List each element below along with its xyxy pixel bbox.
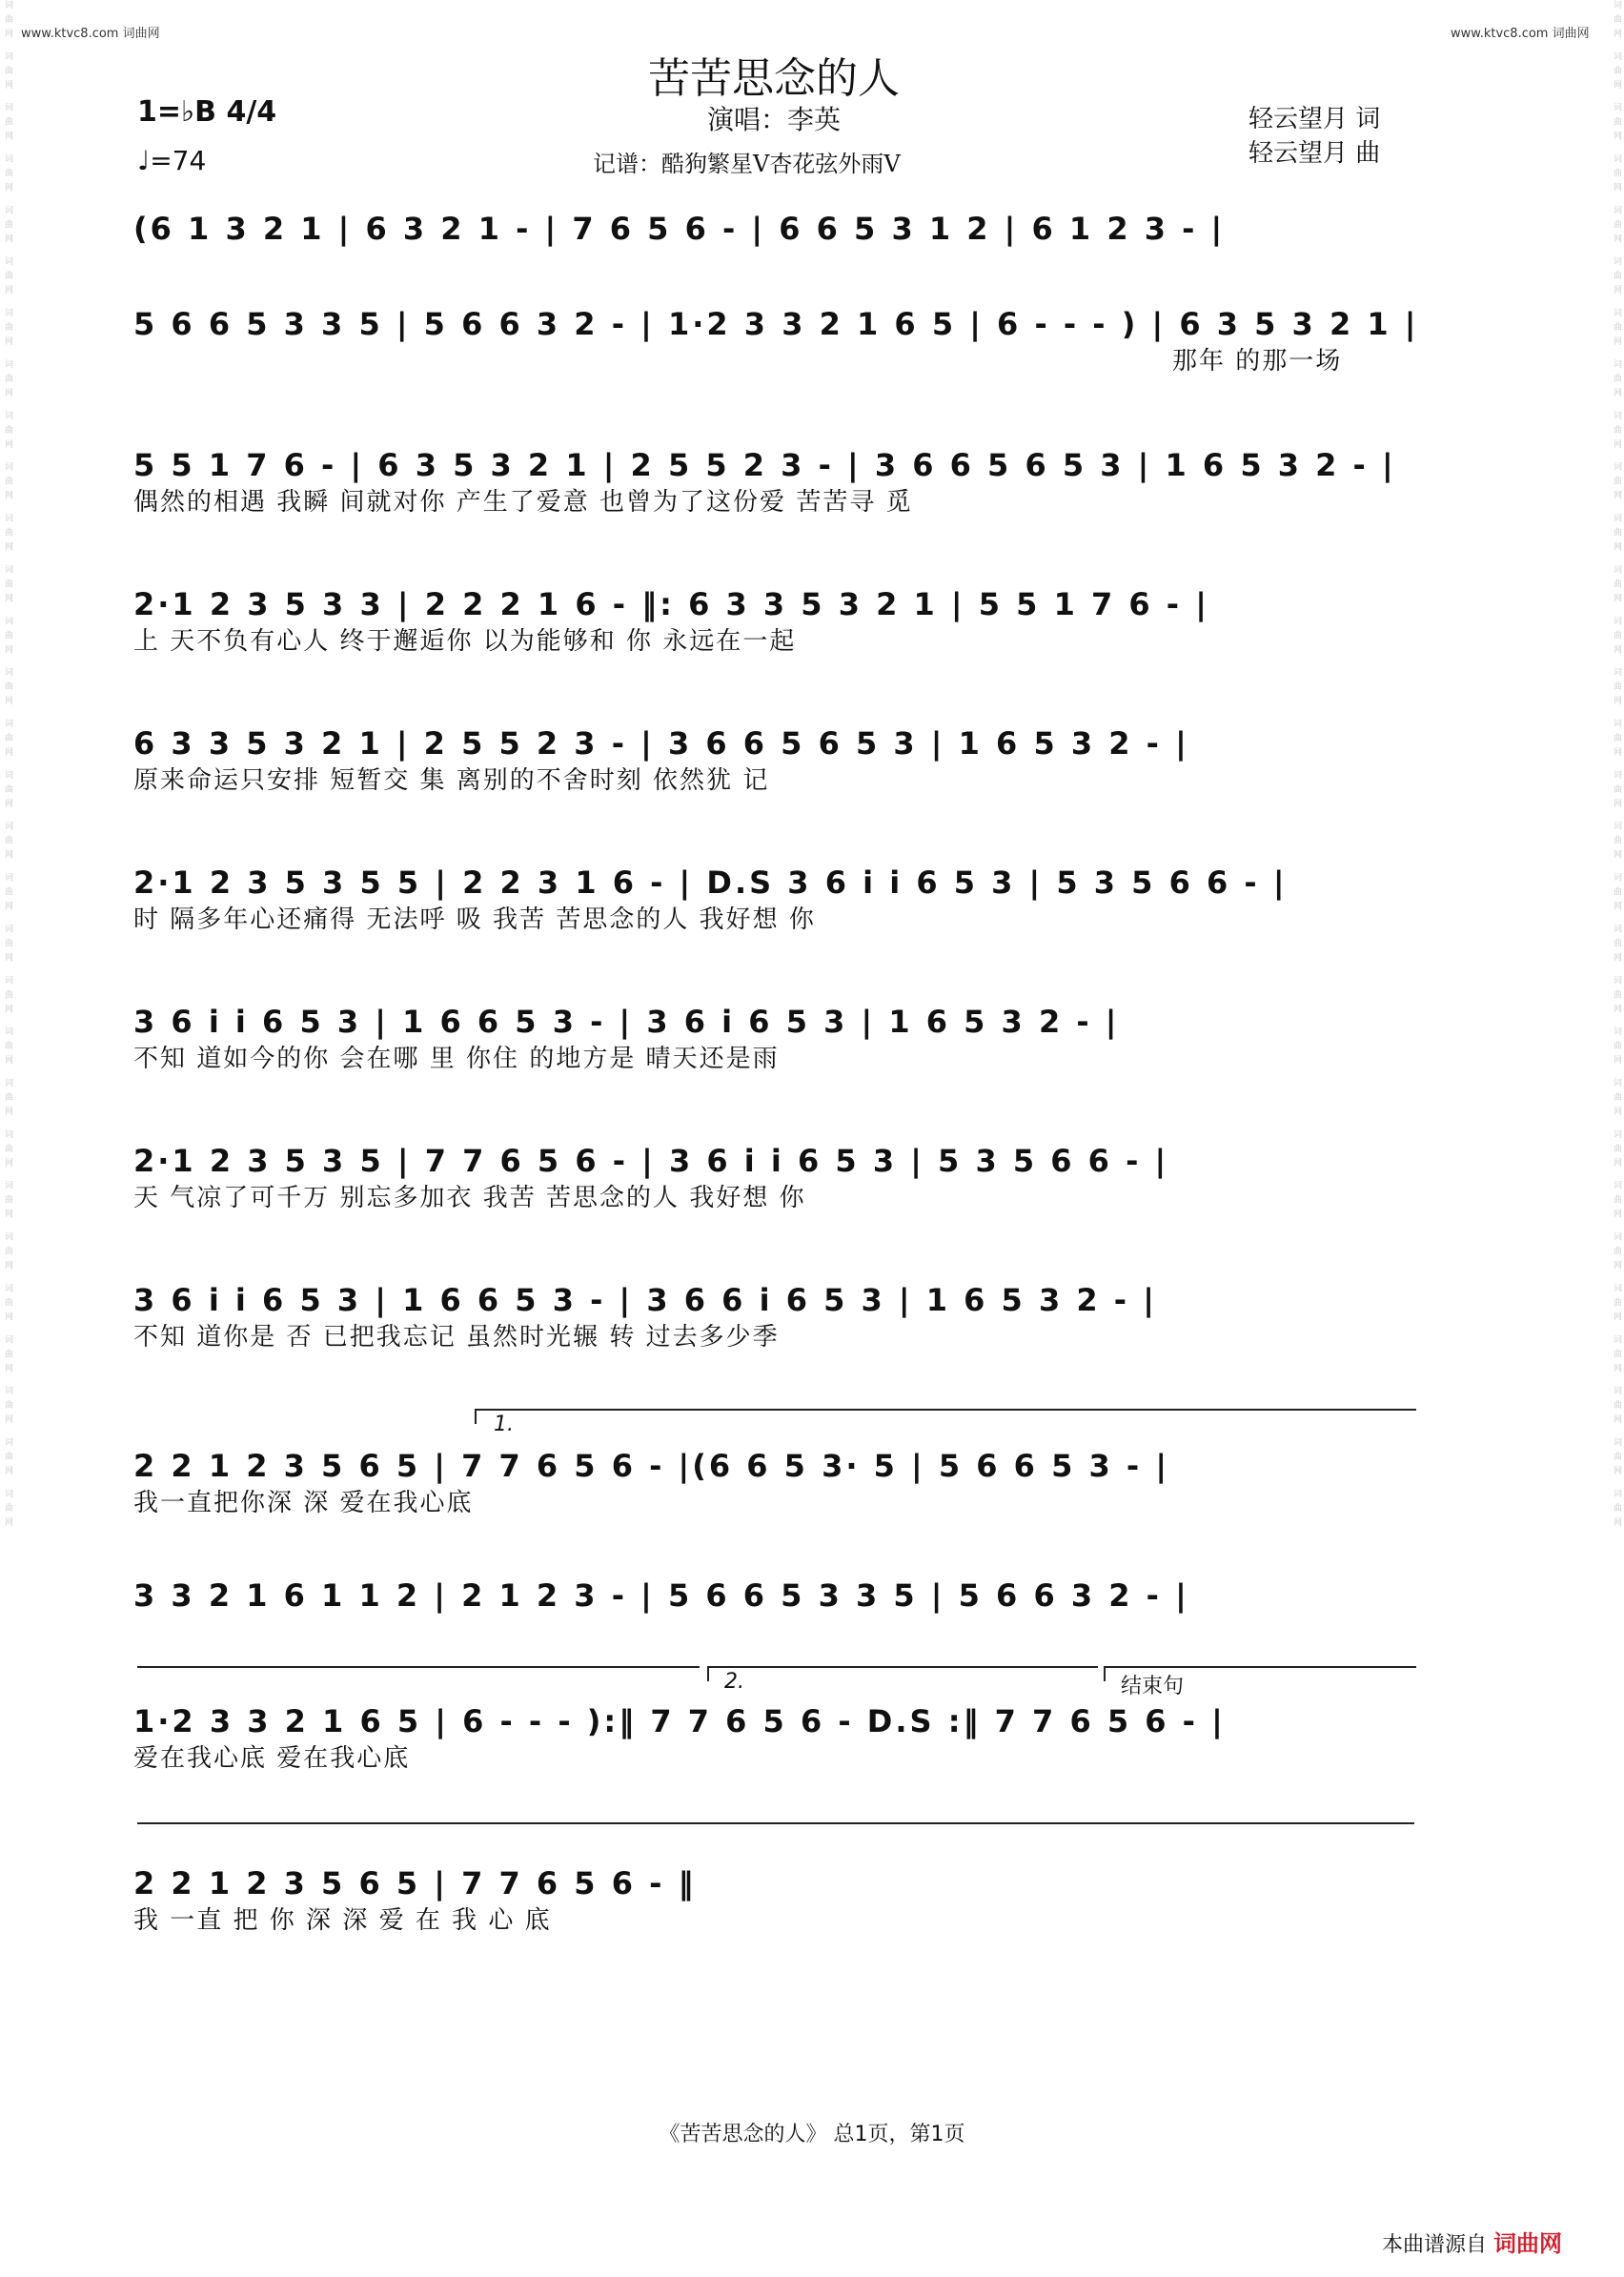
- volta-label-second: 2.: [724, 1670, 744, 1694]
- notation-line: 3 6 i i 6 5 3 | 1 6 6 5 3 - | 3 6 i 6 5 3 | 1 6 5 3 2 - |: [133, 1004, 1120, 1040]
- notation-line: 6 3 3 5 3 2 1 | 2 5 5 2 3 - | 3 6 6 5 6 5 3 | 1 6 5 3 2 - |: [133, 725, 1189, 762]
- score-row-11: [133, 1575, 1415, 1649]
- score-row-12: [133, 1700, 1415, 1775]
- lyric-line: 时 隔多年心还痛得 无法呼 吸 我苦 苦思念的人 我好想 你: [133, 905, 816, 934]
- notation-line: 2·1 2 3 5 3 5 5 | 2 2 3 1 6 - | D.S 3 6 i i 6 5 3 | 5 3 5 6 6 - |: [133, 864, 1288, 901]
- site-label-left: www.ktvc8.com 词曲网: [21, 27, 160, 41]
- notation-line: (6 1 3 2 1 | 6 3 2 1 - | 7 6 5 6 - | 6 6 5 3 1 2 | 6 1 2 3 - |: [133, 211, 1226, 247]
- tempo-marking: ♩=74: [137, 145, 207, 176]
- score-row-3: [133, 444, 1415, 518]
- score-row-9: [133, 1279, 1415, 1353]
- lyric-line: [133, 250, 1415, 282]
- notation-line: 5 5 1 7 6 - | 6 3 5 3 2 1 | 2 5 5 2 3 - | 3 6 6 5 6 5 3 | 1 6 5 3 2 - |: [133, 447, 1396, 483]
- score-row-5: [133, 722, 1415, 797]
- notator-credit: 记谱：酷狗繁星V杏花弦外雨V: [593, 151, 901, 177]
- ending-bracket-cont: [137, 1822, 1414, 1838]
- score-row-7: [133, 1001, 1415, 1075]
- lyric-line: 偶然的相遇 我瞬 间就对你 产生了爱意 也曾为了这份爱 苦苦寻 觅: [133, 488, 913, 517]
- watermark-strip-left: 词曲网 词曲网 词曲网 词曲网 词曲网 词曲网 词曲网 词曲网 词曲网 词曲网 词曲网 词曲网 词曲网 词曲网 词曲网 词曲网 词曲网 词曲网 词曲网 词曲网 词曲网 词曲网 词曲网 词曲网 词曲网 词曲网 词曲网 词曲网 词曲网 词曲网: [3, 0, 12, 1532]
- notation-line: 2·1 2 3 5 3 5 | 7 7 6 5 6 - | 3 6 i i 6 5 3 | 5 3 5 6 6 - |: [133, 1143, 1169, 1179]
- score-row-13: [133, 1862, 1415, 1937]
- lyric-line: 上 天不负有心人 终于邂逅你 以为能够和 你 永远在一起: [133, 627, 797, 656]
- source-brand-link[interactable]: 词曲网: [1493, 2230, 1563, 2257]
- watermark-strip-right: 词曲网 词曲网 词曲网 词曲网 词曲网 词曲网 词曲网 词曲网 词曲网 词曲网 词曲网 词曲网 词曲网 词曲网 词曲网 词曲网 词曲网 词曲网 词曲网 词曲网 词曲网 词曲网 词曲网 词曲网 词曲网 词曲网 词曲网 词曲网 词曲网 词曲网: [1612, 0, 1621, 1532]
- volta-bracket-first-cont: [137, 1666, 700, 1681]
- lyric-line: 原来命运只安排 短暂交 集 离别的不舍时刻 依然犹 记: [133, 766, 770, 795]
- source-prefix: 本曲谱源自: [1382, 2233, 1488, 2257]
- notation-line: 5 6 6 5 3 3 5 | 5 6 6 3 2 - | 1·2 3 3 2 1 6 5 | 6 - - - ) | 6 3 5 3 2 1 |: [133, 306, 1419, 342]
- site-label-right: www.ktvc8.com 词曲网: [1451, 27, 1590, 41]
- lyric-line: 不知 道如今的你 会在哪 里 你住 的地方是 晴天还是雨: [133, 1045, 780, 1073]
- score-row-8: [133, 1140, 1415, 1214]
- notation-line: 2 2 1 2 3 5 6 5 | 7 7 6 5 6 - |(6 6 5 3· 5 | 5 6 6 5 3 - |: [133, 1448, 1169, 1484]
- lyricist-credit: 轻云望月 词: [1248, 105, 1381, 133]
- score-row-1: [133, 208, 1415, 282]
- notation-line: 3 3 2 1 6 1 1 2 | 2 1 2 3 - | 5 6 6 5 3 3 5 | 5 6 6 3 2 - |: [133, 1577, 1189, 1614]
- notation-line: 1·2 3 3 2 1 6 5 | 6 - - - ):‖ 7 7 6 5 6 - D.S :‖ 7 7 6 5 6 - |: [133, 1703, 1226, 1739]
- lyric-line: 天 气凉了可千万 别忘多加衣 我苦 苦思念的人 我好想 你: [133, 1184, 806, 1212]
- source-note: [1382, 2225, 1562, 2258]
- score-row-2: [133, 303, 1419, 377]
- singer-credit: 演唱：李英: [706, 104, 841, 135]
- notation-line: 3 6 i i 6 5 3 | 1 6 6 5 3 - | 3 6 6 i 6 5 3 | 1 6 5 3 2 - |: [133, 1282, 1157, 1318]
- lyric-line: 那年 的那一场: [1172, 347, 1343, 376]
- lyric-line: [133, 1616, 1415, 1649]
- lyric-line: 爱在我心底 爱在我心底: [133, 1744, 411, 1773]
- composer-credit: 轻云望月 曲: [1248, 139, 1381, 168]
- score-row-10: [133, 1445, 1415, 1519]
- notation-line: 2 2 1 2 3 5 6 5 | 7 7 6 5 6 - ‖: [133, 1865, 697, 1901]
- ending-label: 结束句: [1121, 1675, 1185, 1698]
- lyric-line: 我 一直 把 你 深 深 爱 在 我 心 底: [133, 1906, 552, 1935]
- volta-label-first: 1.: [494, 1413, 514, 1436]
- volta-bracket-second: [707, 1666, 1098, 1681]
- page-footer: 《苦苦思念的人》 总1页，第1页: [659, 2123, 965, 2146]
- song-title: 苦苦思念的人: [648, 54, 900, 103]
- volta-bracket-first: [475, 1409, 1416, 1424]
- score-row-6: [133, 862, 1415, 936]
- lyric-line: 我一直把你深 深 爱在我心底: [133, 1489, 474, 1517]
- lyric-line: 不知 道你是 否 已把我忘记 虽然时光辗 转 过去多少季: [133, 1323, 780, 1352]
- key-signature: 1=♭B 4/4: [137, 95, 277, 129]
- score-row-4: [133, 583, 1415, 658]
- notation-line: 2·1 2 3 5 3 3 | 2 2 2 1 6 - ‖: 6 3 3 5 3 2 1 | 5 5 1 7 6 - |: [133, 586, 1209, 622]
